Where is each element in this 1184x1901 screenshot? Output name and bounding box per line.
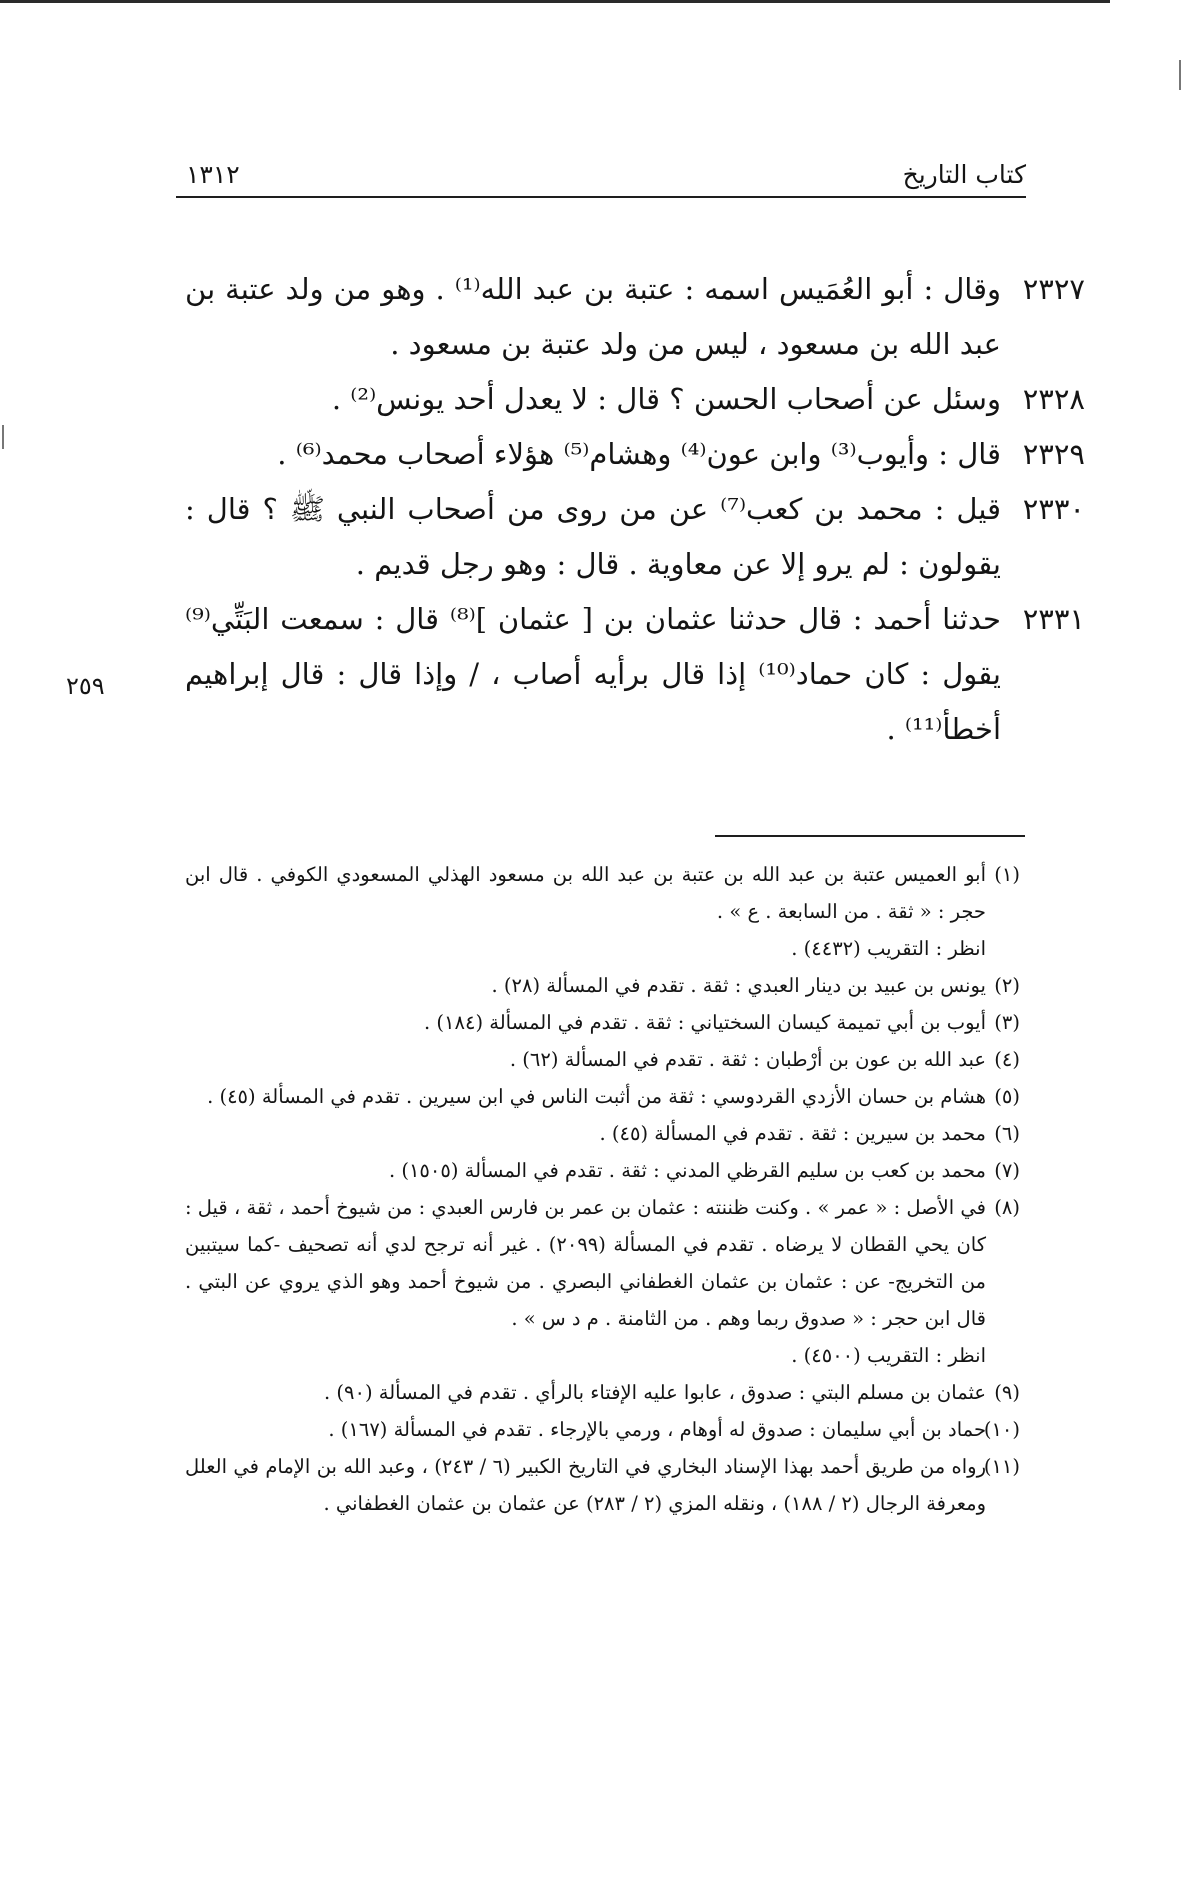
footnote — [185, 930, 1020, 967]
footnote-number: (٩) — [994, 1381, 1020, 1404]
entry-text: قيل : محمد بن كعب⁽⁷⁾ عن من روى من أصحاب النبي ﷺ ؟ قال : يقولون : لم يرو إلا عن معاوية . قال : وهو رجل قديم . — [185, 492, 1001, 581]
footnote-number: (٤) — [994, 1048, 1020, 1071]
scan-edge-mark — [2, 425, 4, 449]
margin-page-number: ٢٥٩ — [66, 672, 105, 700]
entry-text: حدثنا أحمد : قال حدثنا عثمان بن [ عثمان ]⁽⁸⁾ قال : سمعت البَتِّي⁽⁹⁾ يقول : كان حماد⁽¹⁰⁾ إذا قال برأيه أصاب ، / وإذا قال : قال إبراهيم أخطأ⁽¹¹⁾ . — [185, 602, 1001, 746]
page-header — [176, 160, 1026, 194]
footnote — [185, 1411, 1020, 1448]
footnote-number: (٧) — [994, 1159, 1020, 1182]
footnote — [185, 1337, 1020, 1374]
entry-number: ٢٣٣١ — [1022, 602, 1085, 636]
footnote-text: عبد الله بن عون بن أرْطبان : ثقة . تقدم في المسألة (٦٢) . — [509, 1048, 986, 1071]
entry-number: ٢٣٢٩ — [1022, 437, 1085, 471]
footnote — [185, 1115, 1020, 1152]
footnote-number: (١١) — [983, 1455, 1020, 1478]
footnote — [185, 1041, 1020, 1078]
entry-2328 — [185, 372, 1085, 427]
footnote — [185, 1374, 1020, 1411]
running-title: كتاب التاريخ — [902, 160, 1026, 189]
footnote-text: يونس بن عبيد بن دينار العبدي : ثقة . تقدم في المسألة (٢٨) . — [491, 974, 986, 997]
footnote-text: حماد بن أبي سليمان : صدوق له أوهام ، ورمي بالإرجاء . تقدم في المسألة (١٦٧) . — [328, 1418, 986, 1441]
top-border-line — [0, 0, 1110, 3]
footnote-number: (٨) — [994, 1196, 1020, 1219]
entry-2327 — [185, 262, 1085, 372]
footnote-text: محمد بن كعب بن سليم القرظي المدني : ثقة . تقدم في المسألة (١٥٠٥) . — [388, 1159, 986, 1182]
footnote — [185, 967, 1020, 1004]
footnote — [185, 1189, 1020, 1337]
entry-text: وقال : أبو العُمَيس اسمه : عتبة بن عبد الله⁽¹⁾ . وهو من ولد عتبة بن عبد الله بن مسعود ، ليس من ولد عتبة بن مسعود . — [185, 272, 1001, 361]
footnote — [185, 856, 1020, 930]
header-rule — [176, 196, 1026, 198]
entry-number: ٢٣٣٠ — [1022, 492, 1085, 526]
scan-edge-mark — [1179, 60, 1181, 90]
entry-2330 — [185, 482, 1085, 592]
footnote — [185, 1448, 1020, 1522]
footnote-text: في الأصل : « عمر » . وكنت ظننته : عثمان بن عمر بن فارس العبدي : من شيوخ أحمد ، ثقة ، قيل : كان يحي القطان لا يرضاه . تقدم في المسألة (٢٠٩٩) . غير أنه ترجح لدي أنه تصحيف -كما سيتبين من التخريج- عن : عثمان بن عثمان الغطفاني البصري . من شيوخ أحمد وهو الذي يروي عن البتي . قال ابن حجر : « صدوق ربما وهم . من الثامنة . م د س » . — [185, 1196, 986, 1330]
entry-2331 — [185, 592, 1085, 757]
footnote-text: محمد بن سيرين : ثقة . تقدم في المسألة (٤٥) . — [599, 1122, 986, 1145]
entry-number: ٢٣٢٧ — [1022, 272, 1085, 306]
footnote — [185, 1152, 1020, 1189]
footnote-text: أبو العميس عتبة بن عبد الله بن عتبة بن عبد الله بن مسعود الهذلي المسعودي الكوفي . قال ابن حجر : « ثقة . من السابعة . ع » . — [185, 863, 986, 923]
footnote-number: (١٠) — [983, 1418, 1020, 1441]
main-text — [185, 262, 1085, 757]
footnote-number: (٣) — [994, 1011, 1020, 1034]
footnote-text: عثمان بن مسلم البتي : صدوق ، عابوا عليه الإفتاء بالرأي . تقدم في المسألة (٩٠) . — [323, 1381, 986, 1404]
entry-2329 — [185, 427, 1085, 482]
entry-text: قال : وأيوب⁽³⁾ وابن عون⁽⁴⁾ وهشام⁽⁵⁾ هؤلاء أصحاب محمد⁽⁶⁾ . — [277, 437, 1001, 471]
footnote-text: أيوب بن أبي تميمة كيسان السختياني : ثقة . تقدم في المسألة (١٨٤) . — [424, 1011, 986, 1034]
footnote-text: هشام بن حسان الأزدي القردوسي : ثقة من أثبت الناس في ابن سيرين . تقدم في المسألة (٤٥) . — [207, 1085, 986, 1108]
footnotes — [185, 856, 1020, 1522]
footnote-text: انظر : التقريب (٤٥٠٠) . — [791, 1344, 986, 1367]
page-number: ١٣١٢ — [186, 160, 240, 189]
footnote-number: (٦) — [994, 1122, 1020, 1145]
footnote-number: (١) — [994, 863, 1020, 886]
footnote-number: (٢) — [994, 974, 1020, 997]
entry-text: وسئل عن أصحاب الحسن ؟ قال : لا يعدل أحد يونس⁽²⁾ . — [331, 382, 1001, 416]
footnote-text: رواه من طريق أحمد بهذا الإسناد البخاري في التاريخ الكبير (٦ / ٢٤٣) ، وعبد الله بن الإمام في العلل ومعرفة الرجال (٢ / ١٨٨) ، ونقله المزي (٢ / ٢٨٣) عن عثمان بن عثمان الغطفاني . — [185, 1455, 986, 1515]
entry-number: ٢٣٢٨ — [1022, 382, 1085, 416]
footnote — [185, 1078, 1020, 1115]
footnote — [185, 1004, 1020, 1041]
footnote-text: انظر : التقريب (٤٤٣٢) . — [791, 937, 986, 960]
footnote-separator — [715, 835, 1025, 837]
footnote-number: (٥) — [994, 1085, 1020, 1108]
